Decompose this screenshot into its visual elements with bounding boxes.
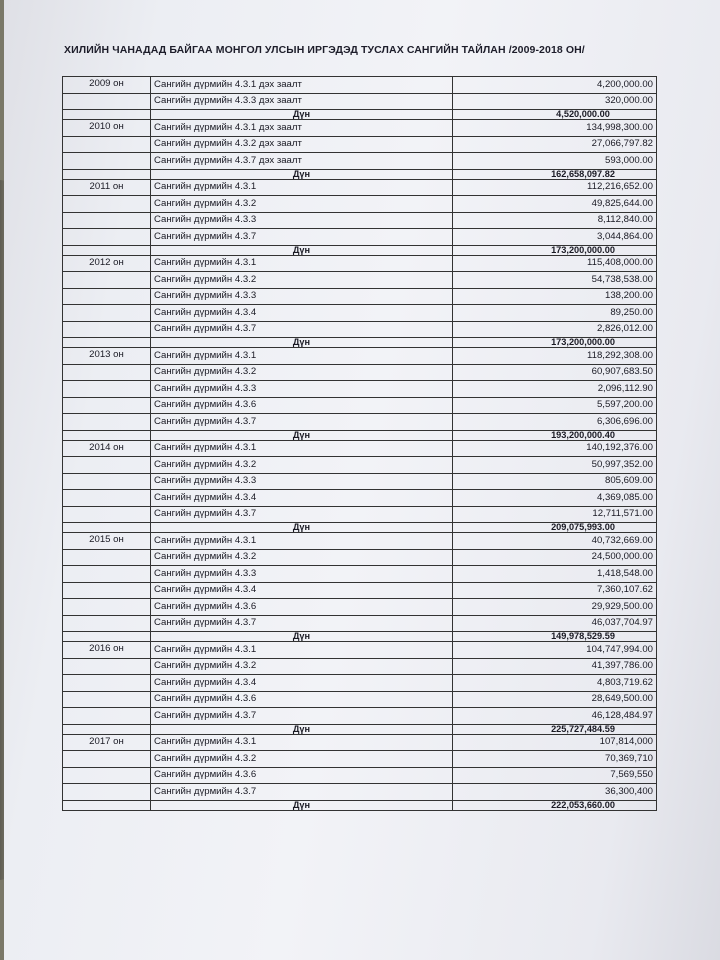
clause-label: Сангийн дүрмийн 4.3.6 — [151, 397, 453, 414]
clause-label: Сангийн дүрмийн 4.3.4 — [151, 305, 453, 322]
table-row — [63, 272, 657, 289]
clause-label: Сангийн дүрмийн 4.3.3 — [151, 212, 453, 229]
amount-cell: 4,803,719.62 — [453, 675, 657, 692]
clause-label: Сангийн дүрмийн 4.3.1 — [151, 734, 453, 751]
table-row — [63, 305, 657, 322]
total-amount: 222,053,660.00 — [453, 800, 657, 810]
amount-cell: 8,112,840.00 — [453, 212, 657, 229]
clause-label: Сангийн дүрмийн 4.3.3 — [151, 288, 453, 305]
year-cell-empty — [63, 599, 151, 616]
year-cell: 2010 он — [63, 120, 151, 137]
amount-cell: 4,200,000.00 — [453, 77, 657, 94]
table-row — [63, 473, 657, 490]
year-cell-empty — [63, 338, 151, 348]
amount-cell: 24,500,000.00 — [453, 549, 657, 566]
clause-label: Сангийн дүрмийн 4.3.1 — [151, 533, 453, 550]
clause-label: Сангийн дүрмийн 4.3.3 — [151, 566, 453, 583]
clause-label: Сангийн дүрмийн 4.3.2 дэх заалт — [151, 136, 453, 153]
year-cell-empty — [63, 305, 151, 322]
amount-cell: 320,000.00 — [453, 93, 657, 110]
table-row — [63, 348, 657, 365]
clause-label: Сангийн дүрмийн 4.3.7 — [151, 708, 453, 725]
table-row — [63, 566, 657, 583]
amount-cell: 46,128,484.97 — [453, 708, 657, 725]
amount-cell: 46,037,704.97 — [453, 615, 657, 632]
amount-cell: 6,306,696.00 — [453, 414, 657, 431]
table-row — [63, 229, 657, 246]
table-row — [63, 642, 657, 659]
table-row — [63, 196, 657, 213]
clause-label: Сангийн дүрмийн 4.3.3 — [151, 381, 453, 398]
amount-cell: 49,825,644.00 — [453, 196, 657, 213]
total-row — [63, 245, 657, 255]
report-table — [62, 76, 657, 811]
amount-cell: 140,192,376.00 — [453, 440, 657, 457]
clause-label: Сангийн дүрмийн 4.3.3 — [151, 473, 453, 490]
table-row — [63, 153, 657, 170]
year-cell: 2009 он — [63, 77, 151, 94]
amount-cell: 5,597,200.00 — [453, 397, 657, 414]
table-row — [63, 751, 657, 768]
table-row — [63, 397, 657, 414]
amount-cell: 2,096,112.90 — [453, 381, 657, 398]
amount-cell: 50,997,352.00 — [453, 457, 657, 474]
total-amount: 4,520,000.00 — [453, 110, 657, 120]
total-row — [63, 632, 657, 642]
amount-cell: 104,747,994.00 — [453, 642, 657, 659]
table-row — [63, 506, 657, 523]
year-cell-empty — [63, 566, 151, 583]
clause-label: Сангийн дүрмийн 4.3.1 — [151, 440, 453, 457]
year-cell-empty — [63, 632, 151, 642]
clause-label: Сангийн дүрмийн 4.3.4 — [151, 675, 453, 692]
amount-cell: 3,044,864.00 — [453, 229, 657, 246]
amount-cell: 7,360,107.62 — [453, 582, 657, 599]
table-row — [63, 549, 657, 566]
amount-cell: 41,397,786.00 — [453, 658, 657, 675]
year-cell-empty — [63, 751, 151, 768]
clause-label: Сангийн дүрмийн 4.3.1 дэх заалт — [151, 120, 453, 137]
year-cell-empty — [63, 708, 151, 725]
total-row — [63, 523, 657, 533]
amount-cell: 40,732,669.00 — [453, 533, 657, 550]
clause-label: Сангийн дүрмийн 4.3.3 дэх заалт — [151, 93, 453, 110]
year-cell: 2017 он — [63, 734, 151, 751]
table-row — [63, 599, 657, 616]
table-row — [63, 615, 657, 632]
year-cell-empty — [63, 169, 151, 179]
table-row — [63, 364, 657, 381]
year-cell-empty — [63, 364, 151, 381]
year-cell-empty — [63, 414, 151, 431]
table-row — [63, 212, 657, 229]
year-cell-empty — [63, 658, 151, 675]
total-label: Дүн — [151, 800, 453, 810]
table-row — [63, 457, 657, 474]
year-cell: 2016 он — [63, 642, 151, 659]
amount-cell: 107,814,000 — [453, 734, 657, 751]
clause-label: Сангийн дүрмийн 4.3.7 — [151, 321, 453, 338]
clause-label: Сангийн дүрмийн 4.3.2 — [151, 364, 453, 381]
total-label: Дүн — [151, 245, 453, 255]
table-row — [63, 533, 657, 550]
amount-cell: 70,369,710 — [453, 751, 657, 768]
total-label: Дүн — [151, 110, 453, 120]
table-row — [63, 734, 657, 751]
year-cell-empty — [63, 381, 151, 398]
year-cell-empty — [63, 582, 151, 599]
amount-cell: 7,569,550 — [453, 767, 657, 784]
total-label: Дүн — [151, 169, 453, 179]
year-cell-empty — [63, 136, 151, 153]
report-title: ХИЛИЙН ЧАНАДАД БАЙГАА МОНГОЛ УЛСЫН ИРГЭДЭД ТУСЛАХ САНГИЙН ТАЙЛАН /2009-2018 ОН/ — [64, 44, 585, 56]
total-row — [63, 430, 657, 440]
total-label: Дүн — [151, 724, 453, 734]
amount-cell: 28,649,500.00 — [453, 691, 657, 708]
total-label: Дүн — [151, 430, 453, 440]
clause-label: Сангийн дүрмийн 4.3.7 — [151, 784, 453, 801]
table-row — [63, 440, 657, 457]
year-cell-empty — [63, 490, 151, 507]
amount-cell: 1,418,548.00 — [453, 566, 657, 583]
total-label: Дүн — [151, 338, 453, 348]
clause-label: Сангийн дүрмийн 4.3.7 дэх заалт — [151, 153, 453, 170]
year-cell-empty — [63, 767, 151, 784]
year-cell: 2012 он — [63, 255, 151, 272]
clause-label: Сангийн дүрмийн 4.3.6 — [151, 599, 453, 616]
table-row — [63, 93, 657, 110]
clause-label: Сангийн дүрмийн 4.3.1 — [151, 348, 453, 365]
clause-label: Сангийн дүрмийн 4.3.1 — [151, 179, 453, 196]
year-cell-empty — [63, 473, 151, 490]
total-amount: 173,200,000.00 — [453, 245, 657, 255]
amount-cell: 118,292,308.00 — [453, 348, 657, 365]
total-amount: 162,658,097.82 — [453, 169, 657, 179]
table-row — [63, 490, 657, 507]
amount-cell: 134,998,300.00 — [453, 120, 657, 137]
amount-cell: 29,929,500.00 — [453, 599, 657, 616]
total-label: Дүн — [151, 523, 453, 533]
total-row — [63, 110, 657, 120]
amount-cell: 112,216,652.00 — [453, 179, 657, 196]
year-cell-empty — [63, 272, 151, 289]
year-cell-empty — [63, 288, 151, 305]
amount-cell: 89,250.00 — [453, 305, 657, 322]
clause-label: Сангийн дүрмийн 4.3.7 — [151, 615, 453, 632]
table-row — [63, 381, 657, 398]
clause-label: Сангийн дүрмийн 4.3.7 — [151, 414, 453, 431]
year-cell: 2013 он — [63, 348, 151, 365]
table-row — [63, 767, 657, 784]
clause-label: Сангийн дүрмийн 4.3.2 — [151, 658, 453, 675]
amount-cell: 60,907,683.50 — [453, 364, 657, 381]
total-amount: 173,200,000.00 — [453, 338, 657, 348]
table-row — [63, 414, 657, 431]
year-cell-empty — [63, 675, 151, 692]
year-cell-empty — [63, 430, 151, 440]
clause-label: Сангийн дүрмийн 4.3.1 дэх заалт — [151, 77, 453, 94]
total-row — [63, 338, 657, 348]
total-row — [63, 724, 657, 734]
table-row — [63, 784, 657, 801]
amount-cell: 115,408,000.00 — [453, 255, 657, 272]
total-amount: 209,075,993.00 — [453, 523, 657, 533]
year-cell-empty — [63, 691, 151, 708]
clause-label: Сангийн дүрмийн 4.3.2 — [151, 751, 453, 768]
year-cell-empty — [63, 321, 151, 338]
amount-cell: 138,200.00 — [453, 288, 657, 305]
table-row — [63, 675, 657, 692]
clause-label: Сангийн дүрмийн 4.3.2 — [151, 549, 453, 566]
clause-label: Сангийн дүрмийн 4.3.2 — [151, 457, 453, 474]
clause-label: Сангийн дүрмийн 4.3.2 — [151, 196, 453, 213]
clause-label: Сангийн дүрмийн 4.3.4 — [151, 582, 453, 599]
year-cell-empty — [63, 397, 151, 414]
clause-label: Сангийн дүрмийн 4.3.7 — [151, 506, 453, 523]
year-cell-empty — [63, 196, 151, 213]
table-row — [63, 179, 657, 196]
table-row — [63, 582, 657, 599]
table-row — [63, 691, 657, 708]
year-cell-empty — [63, 110, 151, 120]
year-cell-empty — [63, 523, 151, 533]
clause-label: Сангийн дүрмийн 4.3.1 — [151, 642, 453, 659]
year-cell-empty — [63, 549, 151, 566]
clause-label: Сангийн дүрмийн 4.3.6 — [151, 767, 453, 784]
year-cell-empty — [63, 784, 151, 801]
amount-cell: 12,711,571.00 — [453, 506, 657, 523]
table-row — [63, 120, 657, 137]
table-row — [63, 288, 657, 305]
clause-label: Сангийн дүрмийн 4.3.6 — [151, 691, 453, 708]
clause-label: Сангийн дүрмийн 4.3.2 — [151, 272, 453, 289]
amount-cell: 36,300,400 — [453, 784, 657, 801]
amount-cell: 27,066,797.82 — [453, 136, 657, 153]
year-cell-empty — [63, 153, 151, 170]
year-cell-empty — [63, 93, 151, 110]
amount-cell: 593,000.00 — [453, 153, 657, 170]
year-cell-empty — [63, 229, 151, 246]
amount-cell: 805,609.00 — [453, 473, 657, 490]
year-cell: 2011 он — [63, 179, 151, 196]
amount-cell: 2,826,012.00 — [453, 321, 657, 338]
total-label: Дүн — [151, 632, 453, 642]
amount-cell: 4,369,085.00 — [453, 490, 657, 507]
clause-label: Сангийн дүрмийн 4.3.1 — [151, 255, 453, 272]
year-cell-empty — [63, 615, 151, 632]
year-cell: 2015 он — [63, 533, 151, 550]
total-row — [63, 169, 657, 179]
year-cell-empty — [63, 245, 151, 255]
year-cell-empty — [63, 212, 151, 229]
amount-cell: 54,738,538.00 — [453, 272, 657, 289]
year-cell-empty — [63, 457, 151, 474]
year-cell-empty — [63, 506, 151, 523]
report-body — [63, 77, 657, 811]
total-amount: 149,978,529.59 — [453, 632, 657, 642]
year-cell: 2014 он — [63, 440, 151, 457]
clause-label: Сангийн дүрмийн 4.3.7 — [151, 229, 453, 246]
table-row — [63, 321, 657, 338]
clause-label: Сангийн дүрмийн 4.3.4 — [151, 490, 453, 507]
total-amount: 225,727,484.59 — [453, 724, 657, 734]
table-row — [63, 255, 657, 272]
table-row — [63, 658, 657, 675]
total-row — [63, 800, 657, 810]
table-row — [63, 708, 657, 725]
table-row — [63, 136, 657, 153]
year-cell-empty — [63, 800, 151, 810]
total-amount: 193,200,000.40 — [453, 430, 657, 440]
year-cell-empty — [63, 724, 151, 734]
table-row — [63, 77, 657, 94]
